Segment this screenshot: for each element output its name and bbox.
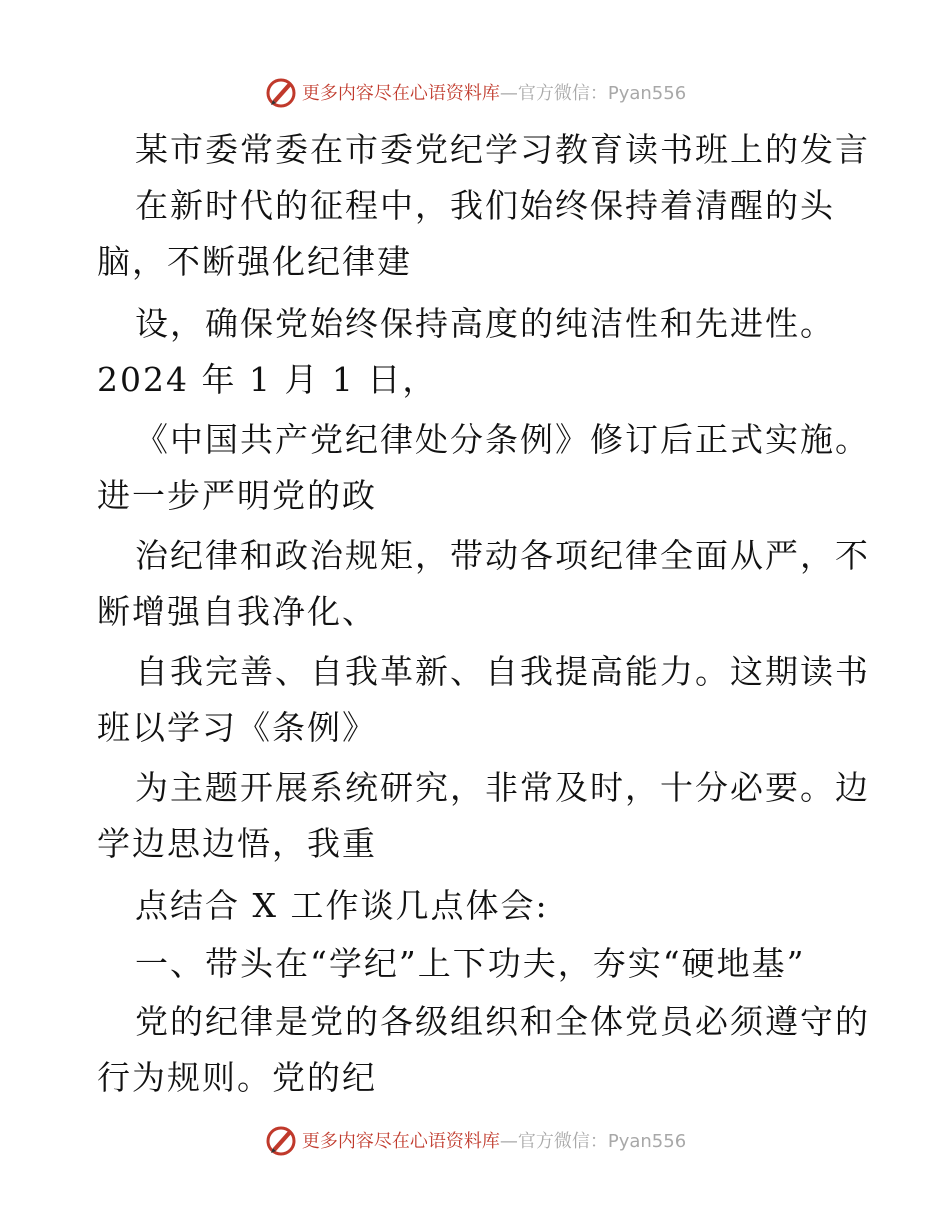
paragraph-line: 点结合 X 工作谈几点体会: xyxy=(135,886,549,925)
paragraph-line: 脑，不断强化纪律建 xyxy=(97,242,412,281)
pen-logo-icon xyxy=(264,75,298,109)
paragraph-line: 断增强自我净化、 xyxy=(97,592,377,631)
header-watermark xyxy=(0,72,950,112)
paragraph-line: 设，确保党始终保持高度的纯洁性和先进性。 xyxy=(135,304,835,343)
paragraph-line: 学边思边悟，我重 xyxy=(97,824,377,863)
watermark-brand: 更多内容尽在心语资料库 xyxy=(301,83,500,104)
section-heading: 一、带头在“学纪”上下功夫，夯实“硬地基” xyxy=(135,944,806,983)
paragraph-line: 党的纪律是党的各级组织和全体党员必须遵守的 xyxy=(135,1002,870,1041)
footer-watermark xyxy=(0,1120,950,1160)
paragraph-line: 班以学习《条例》 xyxy=(97,708,377,747)
document-title: 某市委常委在市委党纪学习教育读书班上的发言 xyxy=(135,130,870,169)
paragraph-line: 《中国共产党纪律处分条例》修订后正式实施。 xyxy=(135,420,870,459)
watermark-brand: 更多内容尽在心语资料库 xyxy=(301,1131,500,1152)
paragraph-line: 进一步严明党的政 xyxy=(97,476,377,515)
watermark-contact: —官方微信：Pyan556 xyxy=(499,83,687,104)
paragraph-line: 治纪律和政治规矩，带动各项纪律全面从严，不 xyxy=(135,536,870,575)
paragraph-line: 2024 年 1 月 1 日， xyxy=(97,360,438,399)
pen-logo-icon xyxy=(264,1123,298,1157)
paragraph-line: 在新时代的征程中，我们始终保持着清醒的头 xyxy=(135,186,835,225)
watermark-text xyxy=(302,1127,686,1153)
watermark-contact: —官方微信：Pyan556 xyxy=(499,1131,687,1152)
paragraph-line: 为主题开展系统研究，非常及时，十分必要。边 xyxy=(135,768,870,807)
watermark-text xyxy=(302,79,686,105)
paragraph-line: 自我完善、自我革新、自我提高能力。这期读书 xyxy=(135,652,870,691)
paragraph-line: 行为规则。党的纪 xyxy=(97,1058,377,1097)
